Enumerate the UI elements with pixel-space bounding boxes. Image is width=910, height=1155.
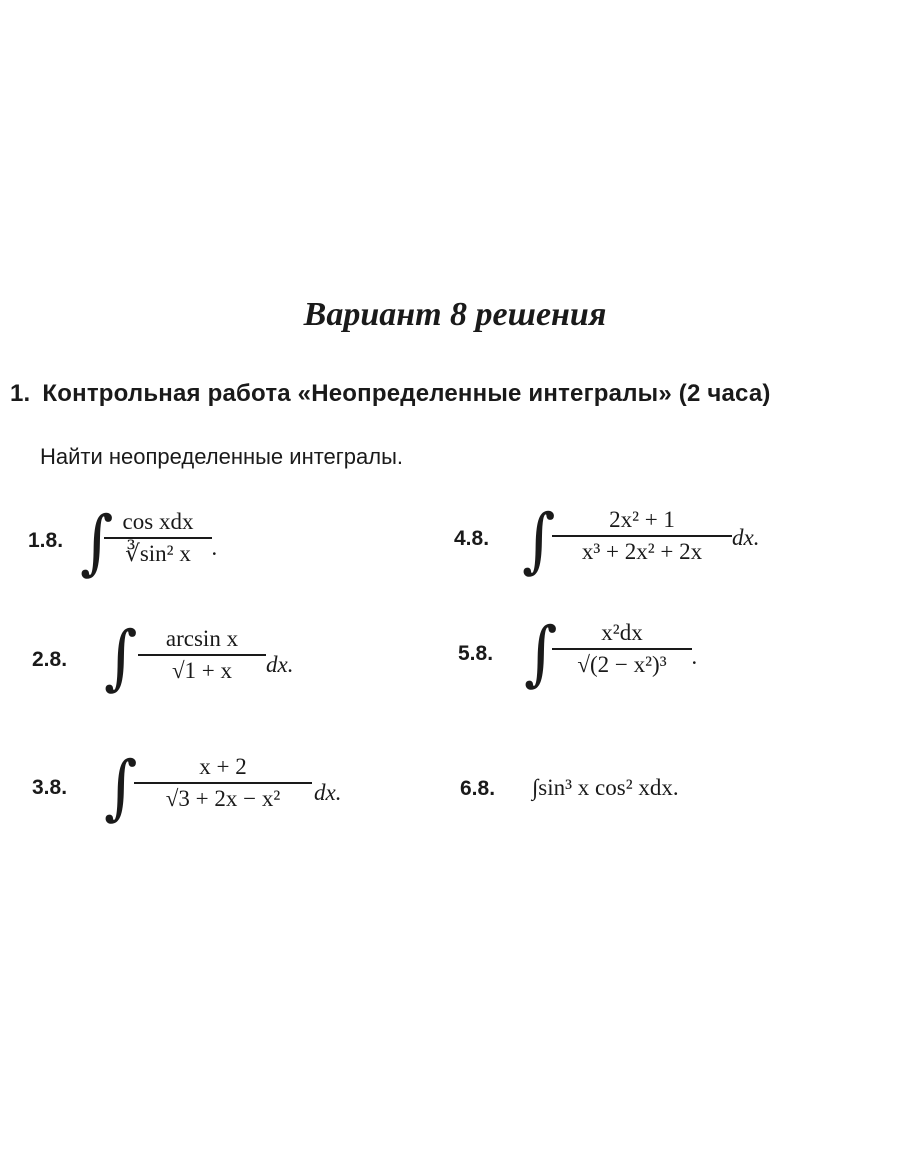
numerator: x²dx	[601, 620, 643, 645]
problem-tail: .	[212, 535, 218, 560]
integral-sign-icon: ∫	[524, 613, 558, 695]
denominator: √1 + x	[171, 658, 233, 683]
section-heading	[10, 380, 771, 408]
denominator: x³ + 2x² + 2x	[581, 539, 703, 564]
numerator: x + 2	[199, 754, 247, 779]
fraction	[138, 626, 266, 684]
problem-tail: dx.	[266, 652, 294, 677]
denominator: √3 + 2x − x²	[165, 786, 281, 811]
fraction	[552, 620, 692, 678]
problem-6-8	[440, 765, 880, 815]
problem-1-8	[0, 502, 440, 605]
task-instruction: Найти неопределенные интегралы.	[40, 444, 404, 469]
numerator: arcsin x	[165, 626, 239, 651]
problem-4-8	[440, 500, 880, 605]
problem-number: 2.8.	[32, 648, 68, 671]
problem-number: 4.8.	[454, 527, 490, 550]
integral-sign-icon: ∫	[104, 617, 138, 699]
denominator: √(2 − x²)³	[577, 652, 667, 677]
numerator: cos xdx	[122, 509, 194, 534]
fraction	[552, 507, 732, 565]
problem-number: 6.8.	[460, 777, 496, 800]
problem-number: 5.8.	[458, 642, 494, 665]
problem-tail: dx.	[732, 525, 760, 550]
integral-sign-icon: ∫	[522, 500, 556, 582]
section-heading-text: Контрольная работа «Неопределенные интегралы» (2 часа)	[42, 380, 771, 407]
problem-3-8	[0, 748, 440, 848]
problem-5-8	[440, 613, 880, 718]
problem-2-8	[0, 617, 440, 720]
integral-sign-icon: ∫	[104, 747, 138, 829]
numerator: 2x² + 1	[609, 507, 675, 532]
problem-number: 1.8.	[28, 529, 64, 552]
section-number: 1.	[10, 380, 31, 407]
inline-expression: ∫sin³ x cos² xdx.	[532, 775, 679, 800]
problem-tail: .	[692, 644, 698, 669]
integral-sign-icon: ∫	[80, 502, 114, 584]
fraction	[134, 754, 312, 812]
page-title: Вариант 8 решения	[303, 296, 607, 333]
fraction	[104, 509, 212, 567]
denominator: ∛sin² x	[125, 541, 191, 566]
problem-number: 3.8.	[32, 776, 68, 799]
problem-tail: dx.	[314, 780, 342, 805]
